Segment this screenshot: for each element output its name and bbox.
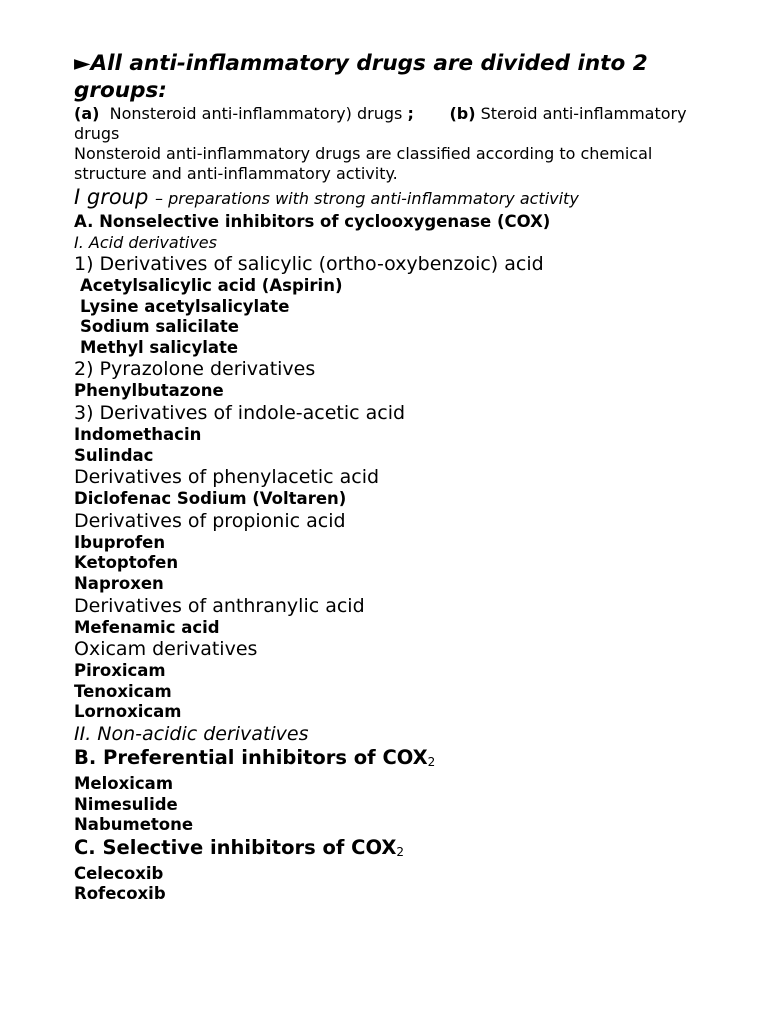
group-separator: ; bbox=[407, 104, 414, 123]
drug-item: Meloxicam bbox=[74, 773, 174, 793]
oxicam-heading: Oxicam derivatives bbox=[74, 638, 258, 661]
drug-item: Celecoxib bbox=[74, 863, 164, 883]
salicylic-heading: 1) Derivatives of salicylic (ortho-oxybenzoic) acid bbox=[74, 253, 544, 275]
section-c-subscript: 2 bbox=[396, 844, 405, 859]
indole-heading: 3) Derivatives of indole-acetic acid bbox=[74, 401, 406, 424]
drug-item: Lysine acetylsalicylate bbox=[80, 296, 290, 316]
group-one-heading bbox=[74, 185, 694, 211]
group-one-label: I group bbox=[74, 185, 149, 209]
drug-item: Sulindac bbox=[74, 445, 154, 465]
drug-item: Nabumetone bbox=[74, 815, 194, 835]
section-b-heading-text: B. Preferential inhibitors of COX bbox=[74, 745, 428, 769]
drug-item: Nimesulide bbox=[74, 794, 178, 814]
document-content bbox=[74, 50, 694, 905]
drug-item: Diclofenac Sodium (Voltaren) bbox=[74, 489, 347, 509]
drug-item: Naproxen bbox=[74, 573, 164, 593]
drug-item: Ibuprofen bbox=[74, 532, 166, 552]
drug-item: Methyl salicylate bbox=[80, 337, 239, 357]
group-one-description: – preparations with strong anti-inflammatory activity bbox=[155, 189, 579, 208]
section-b-subscript: 2 bbox=[427, 754, 436, 769]
section-a-heading: A. Nonselective inhibitors of cyclooxygenase (COX) bbox=[74, 212, 551, 231]
anthranylic-heading: Derivatives of anthranylic acid bbox=[74, 594, 365, 617]
pyrazolone-heading: 2) Pyrazolone derivatives bbox=[74, 358, 316, 381]
group-a-text: Nonsteroid anti-inflammatory) drugs bbox=[109, 104, 403, 123]
section-c-heading bbox=[74, 836, 694, 864]
groups-line bbox=[74, 104, 694, 144]
drug-item: Indomethacin bbox=[74, 424, 202, 444]
group-b-text: Steroid anti-inflammatory drugs bbox=[74, 104, 687, 143]
group-a-marker: (a) bbox=[74, 104, 100, 123]
drug-item: Tenoxicam bbox=[74, 681, 172, 701]
document-title: ►All anti-inflammatory drugs are divided into 2 groups: bbox=[74, 51, 648, 103]
drug-item: Sodium salicilate bbox=[80, 317, 239, 337]
phenylacetic-heading: Derivatives of phenylacetic acid bbox=[74, 466, 380, 489]
drug-item: Lornoxicam bbox=[74, 702, 182, 722]
section-c-heading-text: C. Selective inhibitors of COX bbox=[74, 835, 397, 859]
non-acidic-heading: II. Non-acidic derivatives bbox=[74, 722, 309, 745]
intro-paragraph: Nonsteroid anti-inflammatory drugs are classified according to chemical structure and anti-inflammatory activity. bbox=[74, 144, 653, 183]
propionic-heading: Derivatives of propionic acid bbox=[74, 509, 346, 532]
drug-item: Mefenamic acid bbox=[74, 617, 220, 637]
acid-derivatives-heading: I. Acid derivatives bbox=[74, 233, 217, 252]
drug-item: Phenylbutazone bbox=[74, 381, 224, 401]
section-b-heading bbox=[74, 746, 694, 774]
drug-item: Piroxicam bbox=[74, 661, 166, 681]
group-b-marker: (b) bbox=[449, 104, 476, 123]
drug-item: Rofecoxib bbox=[74, 884, 166, 904]
drug-item: Ketoptofen bbox=[74, 553, 179, 573]
drug-item: Acetylsalicylic acid (Aspirin) bbox=[80, 276, 343, 295]
